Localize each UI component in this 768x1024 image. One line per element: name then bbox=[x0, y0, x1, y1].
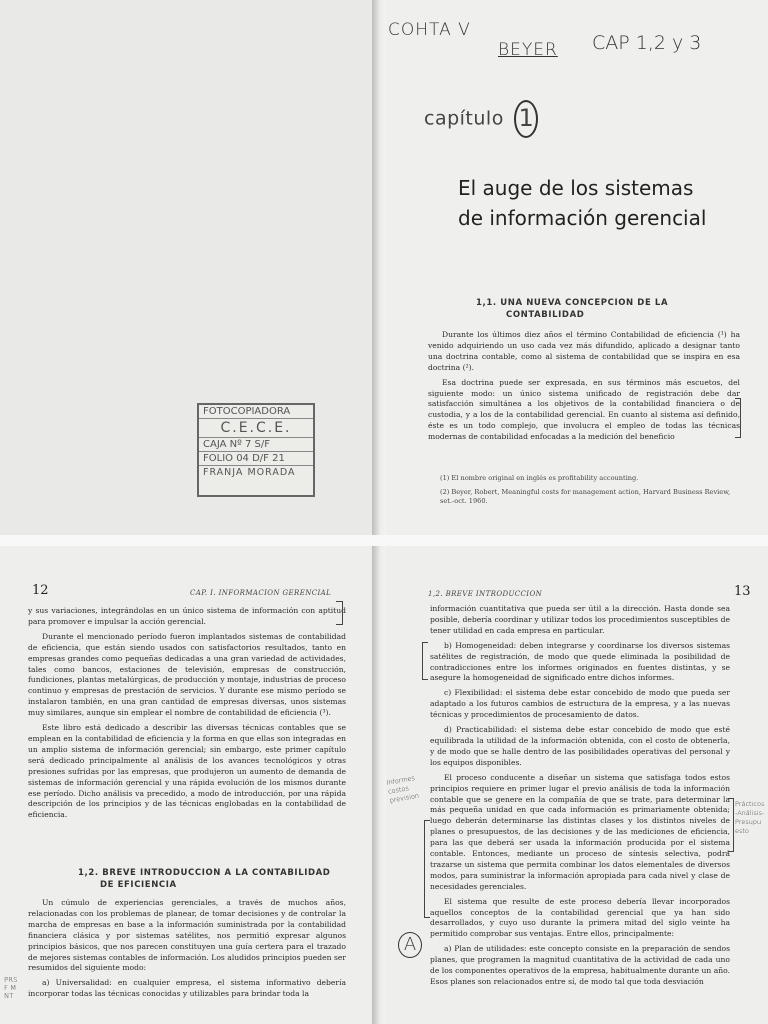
handwriting-margin-right: Prácticos-Análisis-Presupuesto bbox=[735, 800, 765, 835]
paragraph: c) Flexibilidad: el sistema debe estar concebido de modo que pueda ser adaptado a los futuros cambios de estructura de la empresa, y a las nuevas técnicas y procedimientos de procesamiento de datos. bbox=[430, 688, 730, 720]
margin-bracket bbox=[735, 398, 741, 438]
page-number-12: 12 bbox=[32, 583, 49, 598]
paragraph: Este libro está dedicado a describir las diversas técnicas contables que se emplean en la contabilidad de eficiencia y la forma en que ellas son integradas en un amplio sistema de información gerencial; sin embargo, este primer capítulo será dedicado principalmente al análisis de los avances tecnológicos y otras presiones sufridas por las empresas, que produjeron un aumento de demanda de sistemas de información gerencial y una rápida evolución de los mismos durante ese período. Dicho análisis va precedido, a modo de introducción, por una rápida descripción de los principios y de las técnicas englobadas en la contabilidad de eficiencia. bbox=[28, 723, 346, 820]
chapter-title-line2: de información gerencial bbox=[458, 206, 707, 230]
running-head-right: 1,2. BREVE INTRODUCCION bbox=[428, 590, 543, 598]
chapter-title-line1: El auge de los sistemas bbox=[458, 176, 694, 200]
book-spine bbox=[372, 0, 386, 535]
paragraph: El proceso conducente a diseñar un sistema que satisfaga todos estos principios requiere en primer lugar el previo análisis de toda la información contable que se genere en la compañía de que se trate, para determinar la más pequeña unidad en que cada información es primariamente obtenida; luego deberán determinarse las distintas clases y los distintos niveles de planes o presupuestos, de las decisiones y de las mediciones de eficiencia, para las que deberá ser usada la información producida por el sistema contable. Entonces, mediante un proceso de síntesis selectiva, podrá trazarse un sistema que permita combinar los datos elementales de diversos modos, para suministrar la información apropiada para cada nivel y clase de necesidades gerenciales. bbox=[430, 772, 730, 891]
section-heading-line1: 1,2. BREVE INTRODUCCION A LA CONTABILIDAD bbox=[78, 868, 331, 878]
footnote-1: (1) El nombre original en inglés es profitability accounting. bbox=[440, 474, 639, 482]
section-heading-1-2 bbox=[78, 867, 348, 891]
running-head-left: CAP. I. INFORMACION GERENCIAL bbox=[190, 589, 332, 597]
handwriting-beyer: BEYER bbox=[498, 40, 558, 60]
section-heading-line2: DE EFICIENCIA bbox=[100, 880, 177, 890]
margin-bracket bbox=[728, 798, 734, 852]
chapter-label bbox=[424, 100, 538, 138]
scan-gap bbox=[0, 535, 768, 546]
handwriting-comta: COHTA V bbox=[388, 20, 471, 40]
paragraph: El sistema que resulte de este proceso debería llevar incorporados aquellos conceptos de la contabilidad gerencial que ya han sido desarrollados, y cuyo uso durante la primera mitad del siglo veinte ha permitido comprobar sus ventajas. Entre ellos, principalmente: bbox=[430, 896, 730, 939]
paragraph: Esa doctrina puede ser expresada, en sus términos más escuetos, del siguiente modo: un único sistema unificado de registración debe dar satisfacción simultánea a los objetivos de la contabilidad financiera o de custodia, y a los de la contabilidad gerencial. En cuanto al sistema así definido, éste es un todo complejo, que involucra el empleo de todas las técnicas modernas de contabilidad enfocadas a la medición del beneficio bbox=[428, 377, 740, 442]
top-right-body bbox=[428, 330, 740, 447]
stamp-line: CAJA Nº 7 S/F bbox=[199, 438, 313, 452]
paragraph: información cuantitativa que pueda ser útil a la dirección. Hasta donde sea posible, debería coordinar y utilizar todos los procedimientos susceptibles de tener utilidad en cada empresa en particular. bbox=[430, 604, 730, 635]
bottom-left-body-2 bbox=[28, 898, 346, 1004]
paragraph: d) Practicabilidad: el sistema debe estar concebido de modo que esté equilibrada la utilidad de la información obtenida, con el costo de obtenerla, y de modo que se halle dentro de las posibilidades operativas del personal y los equipos disponibles. bbox=[430, 725, 730, 767]
margin-bracket bbox=[422, 642, 428, 680]
footnotes bbox=[440, 474, 744, 506]
photocopy-stamp bbox=[197, 403, 315, 497]
handwriting-letter-a: A bbox=[398, 932, 422, 958]
paragraph: b) Homogeneidad: deben integrarse y coordinarse los diversos sistemas satélites de registración, de modo que quede eliminada la posibilidad de contradicciones entre los informes originados en fuentes distintas, y se asegure la homogeneidad de significado entre dichos informes. bbox=[430, 640, 730, 683]
stamp-line: FOLIO 04 D/F 21 bbox=[199, 452, 313, 466]
section-heading-line2: CONTABILIDAD bbox=[506, 310, 585, 320]
paragraph: y sus variaciones, integrándolas en un único sistema de información con aptitud para promover e impulsar la acción gerencial. bbox=[28, 606, 346, 626]
paragraph: a) Universalidad: en cualquier empresa, el sistema informativo debería incorporar todas las técnicas conocidas y utilizables para brindar toda la bbox=[28, 978, 346, 999]
footnote-2: (2) Beyer, Robert, Meaningful costs for management action, Harvard Business Review, set.-oct. 1960. bbox=[440, 488, 731, 505]
handwriting-margin-left: PRS F M NT bbox=[4, 976, 18, 1000]
paragraph: a) Plan de utilidades: este concepto consiste en la preparación de sendos planes, que programen la magnitud cuantitativa de la actividad de cada uno de los componentes operativos de la empresa, habitualmente durante un año. Esos planes son relacionados entre sí, de modo tal que toda desviación bbox=[430, 944, 730, 986]
margin-bracket bbox=[336, 601, 343, 625]
handwriting-margin-mid: Informes costos prevision bbox=[385, 774, 420, 805]
section-heading-1-1 bbox=[476, 297, 736, 321]
paragraph: Un cúmulo de experiencias gerenciales, a través de muchos años, relacionadas con los problemas de planear, de tomar decisiones y de controlar la marcha de empresas en base a la información suministrada por la contabilidad financiera clásica y por sistemas satélites, nos permitió expresar algunos principios básicos, que nos parecen constituyen una guía certera para el trazado de mejores sistemas contables de información. Los aludidos principios pueden ser resumidos del siguiente modo: bbox=[28, 898, 346, 973]
stamp-line: FRANJA MORADA bbox=[203, 467, 296, 478]
section-heading-line1: 1,1. UNA NUEVA CONCEPCION DE LA bbox=[476, 298, 669, 308]
scan-top-left bbox=[0, 0, 372, 535]
page-number-13: 13 bbox=[734, 584, 751, 599]
chapter-title bbox=[458, 173, 758, 233]
book-spine bbox=[372, 546, 386, 1024]
scan-top-right bbox=[372, 0, 768, 535]
bottom-right-body bbox=[430, 604, 730, 992]
chapter-number: 1 bbox=[514, 100, 538, 138]
bottom-left-body bbox=[28, 606, 346, 825]
stamp-line: FOTOCOPIADORA bbox=[199, 405, 313, 419]
chapter-label-text: capítulo bbox=[424, 107, 504, 130]
paragraph: Durante los últimos diez años el término Contabilidad de eficiencia (¹) ha venido adquiriendo un uso cada vez más difundido, aplicado a designar tanto una doctrina contable, como al sistema de contabilidad que se inspira en esa doctrina (²). bbox=[428, 330, 740, 372]
paragraph: Durante el mencionado período fueron implantados sistemas de contabilidad de eficiencia, que están siendo usados con satisfactorios resultados, tanto en empresas grandes como pequeñas dedicadas a una gran variedad de actividades, tales como bancos, estaciones de televisión, empresas de construcción, fundiciones, plantas metalúrgicas, de producción y montaje, industrias de proceso continuo y empresas de prestación de servicios. Y durante ese mismo período se instalaron también, en una gran cantidad de empresas diversas, unos sistemas muy similares, aunque sin emplear el nombre de contabilidad de eficiencia (³). bbox=[28, 631, 346, 718]
handwriting-cap: CAP 1,2 y 3 bbox=[592, 32, 702, 54]
stamp-line: C.E.C.E. bbox=[199, 419, 313, 438]
margin-bracket bbox=[424, 820, 430, 918]
